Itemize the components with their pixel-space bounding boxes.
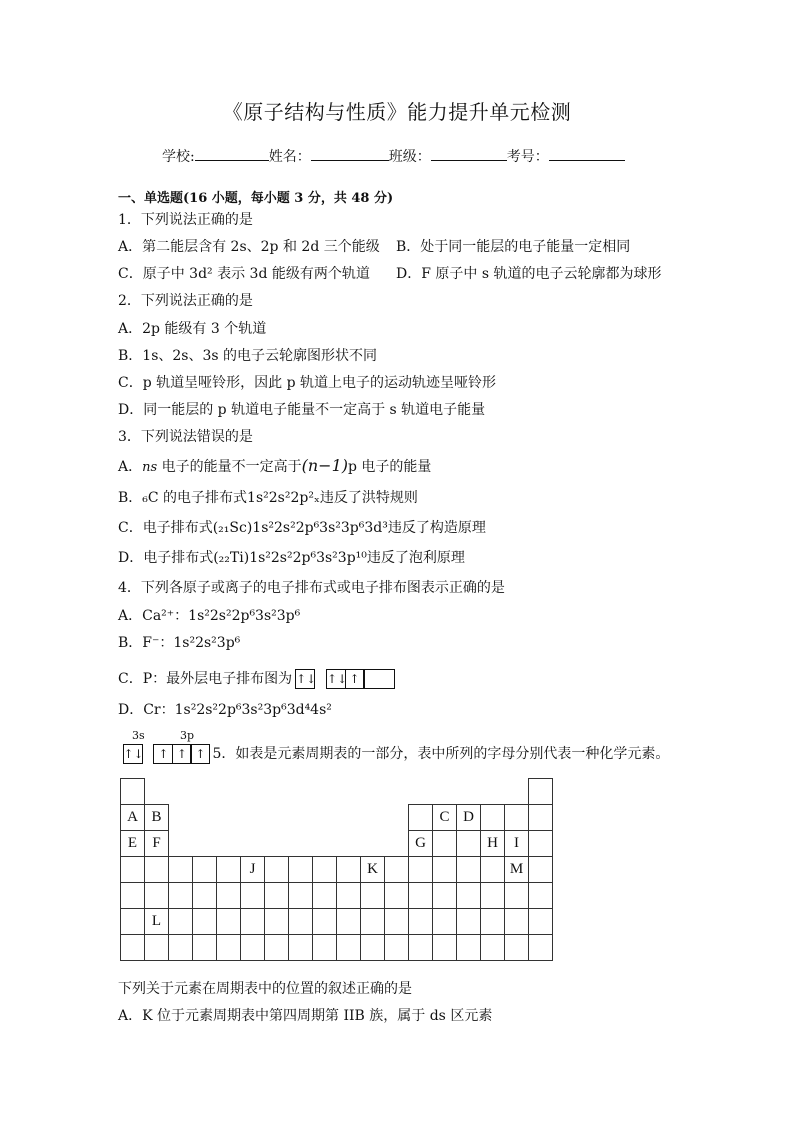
orbital-label-3p: 3p bbox=[180, 729, 195, 742]
pt-cell bbox=[481, 805, 505, 831]
q5-question: 下列关于元素在周期表中的位置的叙述正确的是 bbox=[118, 981, 412, 997]
pt-cell bbox=[409, 857, 433, 883]
q3-option-a bbox=[118, 456, 431, 476]
orbital-diagram-3s bbox=[297, 669, 316, 689]
pt-cell bbox=[481, 857, 505, 883]
q1-option-b: B．处于同一能层的电子能量一定相同 bbox=[396, 239, 631, 255]
pt-cell bbox=[457, 883, 481, 909]
q2-option-b: B．1s、2s、3s 的电子云轮廓图形状不同 bbox=[118, 348, 378, 364]
q2-stem: 2．下列说法正确的是 bbox=[118, 293, 253, 309]
pt-cell bbox=[337, 909, 361, 935]
q3-a-mid: 电子的能量不一定高于 bbox=[157, 459, 302, 475]
school-label: 学校: bbox=[162, 149, 195, 165]
pt-cell bbox=[529, 805, 553, 831]
pt-cell-a: A bbox=[121, 805, 145, 831]
pt-cell bbox=[337, 935, 361, 961]
q3-option-b: B．₆C 的电子排布式1s²2s²2p²ₓ违反了洪特规则 bbox=[118, 490, 418, 506]
pt-cell bbox=[217, 883, 241, 909]
pt-cell-h: H bbox=[481, 831, 505, 857]
page-title: 《原子结构与性质》能力提升单元检测 bbox=[222, 100, 572, 124]
q3-a-post: p 电子的能量 bbox=[348, 459, 432, 475]
name-label: 姓名： bbox=[268, 149, 311, 165]
pt-cell bbox=[193, 935, 217, 961]
q1-option-d: D．F 原子中 s 轨道的电子云轮廓都为球形 bbox=[396, 266, 662, 282]
pt-cell bbox=[169, 857, 193, 883]
orbital-box: ↑ bbox=[190, 744, 210, 764]
orbital-box: ↑↓ bbox=[123, 744, 143, 764]
pt-cell bbox=[121, 909, 145, 935]
pt-cell bbox=[361, 909, 385, 935]
pt-cell-f: F bbox=[145, 831, 169, 857]
pt-cell bbox=[433, 935, 457, 961]
pt-cell bbox=[385, 883, 409, 909]
orbital-box: ↑↓ bbox=[295, 669, 315, 689]
pt-cell bbox=[241, 883, 265, 909]
q2-option-a: A．2p 能级有 3 个轨道 bbox=[118, 321, 267, 337]
pt-cell bbox=[409, 935, 433, 961]
pt-cell bbox=[457, 857, 481, 883]
class-label: 班级： bbox=[388, 149, 431, 165]
orbital-box bbox=[363, 669, 395, 689]
pt-cell bbox=[385, 909, 409, 935]
pt-cell bbox=[361, 883, 385, 909]
orbital-box: ↑↓ bbox=[326, 669, 346, 689]
exam-no-label: 考号： bbox=[506, 149, 549, 165]
pt-cell bbox=[145, 935, 169, 961]
q3-stem: 3．下列说法错误的是 bbox=[118, 429, 253, 445]
pt-cell bbox=[433, 909, 457, 935]
pt-cell bbox=[193, 857, 217, 883]
pt-cell bbox=[337, 883, 361, 909]
pt-cell bbox=[529, 857, 553, 883]
q4-stem: 4．下列各原子或离子的电子排布式或电子排布图表示正确的是 bbox=[118, 580, 505, 596]
pt-cell bbox=[313, 909, 337, 935]
pt-cell bbox=[361, 935, 385, 961]
pt-cell bbox=[265, 935, 289, 961]
q3-a-prefix: A． bbox=[118, 459, 143, 475]
pt-cell bbox=[265, 909, 289, 935]
pt-cell bbox=[433, 883, 457, 909]
orbital-diagram-3p bbox=[155, 744, 211, 764]
pt-cell bbox=[529, 831, 553, 857]
pt-cell bbox=[457, 909, 481, 935]
q4-option-d: D．Cr：1s²2s²2p⁶3s²3p⁶3d⁴4s² bbox=[118, 702, 332, 718]
pt-cell bbox=[169, 909, 193, 935]
pt-cell bbox=[265, 857, 289, 883]
school-blank[interactable] bbox=[195, 148, 269, 161]
orbital-box: ↑ bbox=[153, 744, 173, 764]
orbital-diagram-3p bbox=[328, 669, 396, 689]
orbital-box: ↑ bbox=[172, 744, 192, 764]
exam-no-blank[interactable] bbox=[549, 148, 625, 161]
orbital-diagram-3s bbox=[124, 744, 143, 764]
q4-option-c bbox=[118, 668, 403, 689]
q1-option-a: A．第二能层含有 2s、2p 和 2d 三个能级 bbox=[118, 239, 380, 255]
q5-stem-line bbox=[124, 743, 669, 764]
pt-cell bbox=[145, 883, 169, 909]
pt-cell bbox=[385, 935, 409, 961]
pt-cell bbox=[121, 883, 145, 909]
pt-cell bbox=[313, 857, 337, 883]
pt-cell bbox=[313, 883, 337, 909]
pt-cell bbox=[217, 909, 241, 935]
pt-cell-k: K bbox=[361, 857, 385, 883]
name-blank[interactable] bbox=[311, 148, 389, 161]
pt-cell-c: C bbox=[433, 805, 457, 831]
pt-cell bbox=[289, 883, 313, 909]
pt-cell bbox=[409, 909, 433, 935]
pt-cell bbox=[121, 779, 145, 805]
q3-option-d: D．电子排布式(₂₂Ti)1s²2s²2p⁶3s²3p¹⁰违反了泡利原理 bbox=[118, 550, 465, 566]
pt-cell bbox=[505, 883, 529, 909]
student-info-line bbox=[162, 146, 625, 166]
orbital-label-3s: 3s bbox=[132, 729, 145, 742]
pt-cell-j: J bbox=[241, 857, 265, 883]
pt-cell bbox=[121, 935, 145, 961]
pt-cell bbox=[409, 883, 433, 909]
pt-cell bbox=[241, 935, 265, 961]
pt-cell bbox=[433, 831, 457, 857]
q2-option-d: D．同一能层的 p 轨道电子能量不一定高于 s 轨道电子能量 bbox=[118, 402, 486, 418]
pt-cell bbox=[217, 935, 241, 961]
pt-cell bbox=[169, 883, 193, 909]
q4-c-text: C．P：最外层电子排布图为 bbox=[118, 671, 293, 687]
pt-cell bbox=[433, 857, 457, 883]
pt-cell bbox=[505, 935, 529, 961]
pt-cell-l: L bbox=[145, 909, 169, 935]
section-heading: 一、单选题(16 小题，每小题 3 分，共 48 分) bbox=[118, 191, 394, 206]
pt-cell bbox=[529, 883, 553, 909]
q1-option-c: C．原子中 3d² 表示 3d 能级有两个轨道 bbox=[118, 266, 370, 282]
pt-cell bbox=[289, 857, 313, 883]
q3-a-n-minus-1: (n−1) bbox=[301, 456, 348, 475]
orbital-box: ↑ bbox=[345, 669, 365, 689]
pt-cell bbox=[481, 909, 505, 935]
q3-option-c: C．电子排布式(₂₁Sc)1s²2s²2p⁶3s²3p⁶3d³违反了构造原理 bbox=[118, 520, 486, 536]
pt-cell bbox=[217, 857, 241, 883]
pt-cell-i: I bbox=[505, 831, 529, 857]
pt-cell bbox=[457, 935, 481, 961]
pt-cell bbox=[481, 935, 505, 961]
pt-cell bbox=[505, 909, 529, 935]
class-blank[interactable] bbox=[431, 148, 507, 161]
pt-cell bbox=[313, 935, 337, 961]
pt-cell bbox=[529, 779, 553, 805]
pt-cell bbox=[169, 935, 193, 961]
q2-option-c: C．p 轨道呈哑铃形，因此 p 轨道上电子的运动轨迹呈哑铃形 bbox=[118, 375, 496, 391]
q5-option-a: A．K 位于元素周期表中第四周期第 IIB 族，属于 ds 区元素 bbox=[118, 1008, 493, 1024]
q3-a-ns: ns bbox=[142, 460, 158, 475]
pt-cell bbox=[529, 935, 553, 961]
pt-cell bbox=[529, 909, 553, 935]
pt-cell bbox=[193, 909, 217, 935]
pt-cell bbox=[121, 857, 145, 883]
pt-cell bbox=[385, 857, 409, 883]
pt-cell-g: G bbox=[409, 831, 433, 857]
pt-cell-d: D bbox=[457, 805, 481, 831]
pt-cell bbox=[337, 857, 361, 883]
q5-stem: 5．如表是元素周期表的一部分，表中所列的字母分别代表一种化学元素。 bbox=[212, 746, 670, 762]
pt-cell bbox=[505, 805, 529, 831]
pt-cell bbox=[289, 909, 313, 935]
q4-option-a: A．Ca²⁺：1s²2s²2p⁶3s²3p⁶ bbox=[118, 608, 301, 624]
pt-cell-e: E bbox=[121, 831, 145, 857]
pt-cell bbox=[289, 935, 313, 961]
pt-cell bbox=[457, 831, 481, 857]
q4-option-b: B．F⁻：1s²2s²3p⁶ bbox=[118, 635, 241, 651]
pt-cell bbox=[241, 909, 265, 935]
pt-cell bbox=[265, 883, 289, 909]
q1-stem: 1．下列说法正确的是 bbox=[118, 212, 253, 228]
pt-cell bbox=[193, 883, 217, 909]
pt-cell bbox=[145, 857, 169, 883]
pt-cell bbox=[409, 805, 433, 831]
pt-cell-b: B bbox=[145, 805, 169, 831]
periodic-table bbox=[120, 778, 553, 961]
pt-cell bbox=[481, 883, 505, 909]
pt-cell-m: M bbox=[505, 857, 529, 883]
